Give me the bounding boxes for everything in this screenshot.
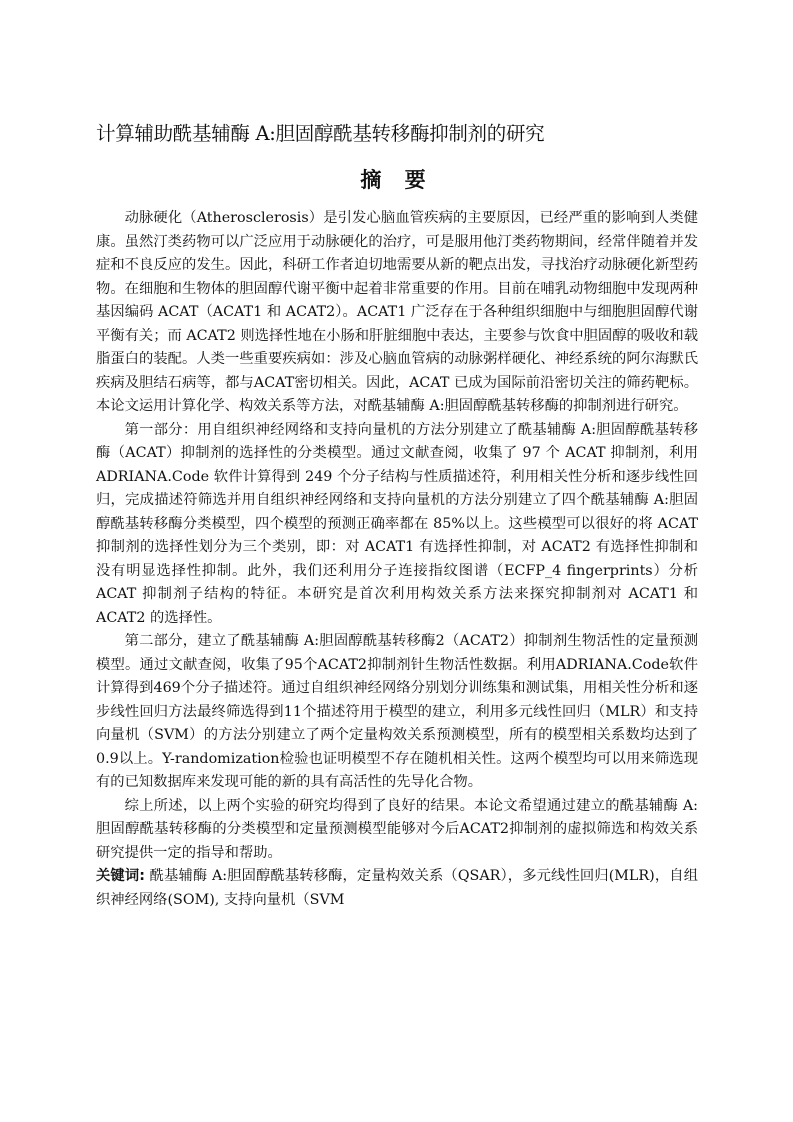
abstract-heading: 摘 要 bbox=[360, 168, 434, 192]
abstract-body bbox=[96, 207, 698, 912]
document-title: 计算辅助酰基辅酶 A:胆固醇酰基转移酶抑制剂的研究 bbox=[96, 122, 545, 145]
abstract-paragraph-part-one: 第一部分：用自组织神经网络和支持向量机的方法分别建立了酰基辅酶 A:胆固醇酰基转移酶（ACAT）抑制剂的选择性的分类模型。通过文献查阅，收集了 97 个 ACAT 抑制剂，利用 ADRIANA.Code 软件计算得到 249 个分子结构与性质描述符，利用相关性分析和逐步线性回归，完成描述符筛选并用自组织神经网络和支持向量机的方法分别建立了四个酰基辅酶 A:胆固醇酰基转移酶分类模型，四个模型的预测正确率都在 85%以上。这些模型可以很好的将 ACAT 抑制剂的选择性划分为三个类别，即：对 ACAT1 有选择性抑制，对 ACAT2 有选择性抑制和没有明显选择性抑制。此外，我们还利用分子连接指纹图谱（ECFP_4 fingerprints）分析 ACAT 抑制剂子结构的特征。本研究是首次利用构效关系方法来探究抑制剂对 ACAT1 和 ACAT2 的选择性。 bbox=[96, 421, 698, 626]
keywords-label: 关键词: bbox=[96, 868, 145, 884]
keywords-text: 酰基辅酶 A:胆固醇酰基转移酶，定量构效关系（QSAR），多元线性回归(MLR)，自组织神经网络(SOM), 支持向量机（SVM bbox=[96, 868, 698, 908]
abstract-paragraph-part-two: 第二部分，建立了酰基辅酶 A:胆固醇酰基转移酶2（ACAT2）抑制剂生物活性的定量预测模型。通过文献查阅，收集了95个ACAT2抑制剂针生物活性数据。利用ADRIANA.Code软件计算得到469个分子描述符。通过自组织神经网络分别划分训练集和测试集，用相关性分析和逐步线性回归方法最终筛选得到11个描述符用于模型的建立，利用多元线性回归（MLR）和支持向量机（SVM）的方法分别建立了两个定量构效关系预测模型，所有的模型相关系数均达到了0.9以上。Y-randomization检验也证明模型不存在随机相关性。这两个模型均可以用来筛选现有的已知数据库来发现可能的新的具有高活性的先导化合物。 bbox=[96, 633, 698, 790]
abstract-paragraph-summary: 综上所述，以上两个实验的研究均得到了良好的结果。本论文希望通过建立的酰基辅酶 A:胆固醇酰基转移酶的分类模型和定量预测模型能够对今后ACAT2抑制剂的虚拟筛选和构效关系研究提供一定的指导和帮助。 bbox=[96, 797, 698, 861]
abstract-paragraph-intro: 动脉硬化（Atherosclerosis）是引发心脑血管疾病的主要原因，已经严重的影响到人类健康。虽然汀类药物可以广泛应用于动脉硬化的治疗，可是服用他汀类药物期间，经常伴随着并发症和不良反应的发生。因此，科研工作者迫切地需要从新的靶点出发，寻找治疗动脉硬化新型药物。在细胞和生物体的胆固醇代谢平衡中起着非常重要的作用。目前在哺乳动物细胞中发现两种基因编码 ACAT（ACAT1 和 ACAT2）。ACAT1 广泛存在于各种组织细胞中与细胞胆固醇代谢平衡有关；而 ACAT2 则选择性地在小肠和肝脏细胞中表达，主要参与饮食中胆固醇的吸收和载脂蛋白的装配。人类一些重要疾病如：涉及心脑血管病的动脉粥样硬化、神经系统的阿尔海默氏疾病及胆结石病等，都与ACAT密切相关。因此，ACAT 已成为国际前沿密切关注的筛药靶标。本论文运用计算化学、构效关系等方法，对酰基辅酶 A:胆固醇酰基转移酶的抑制剂进行研究。 bbox=[96, 210, 698, 414]
keywords-line bbox=[96, 865, 698, 912]
